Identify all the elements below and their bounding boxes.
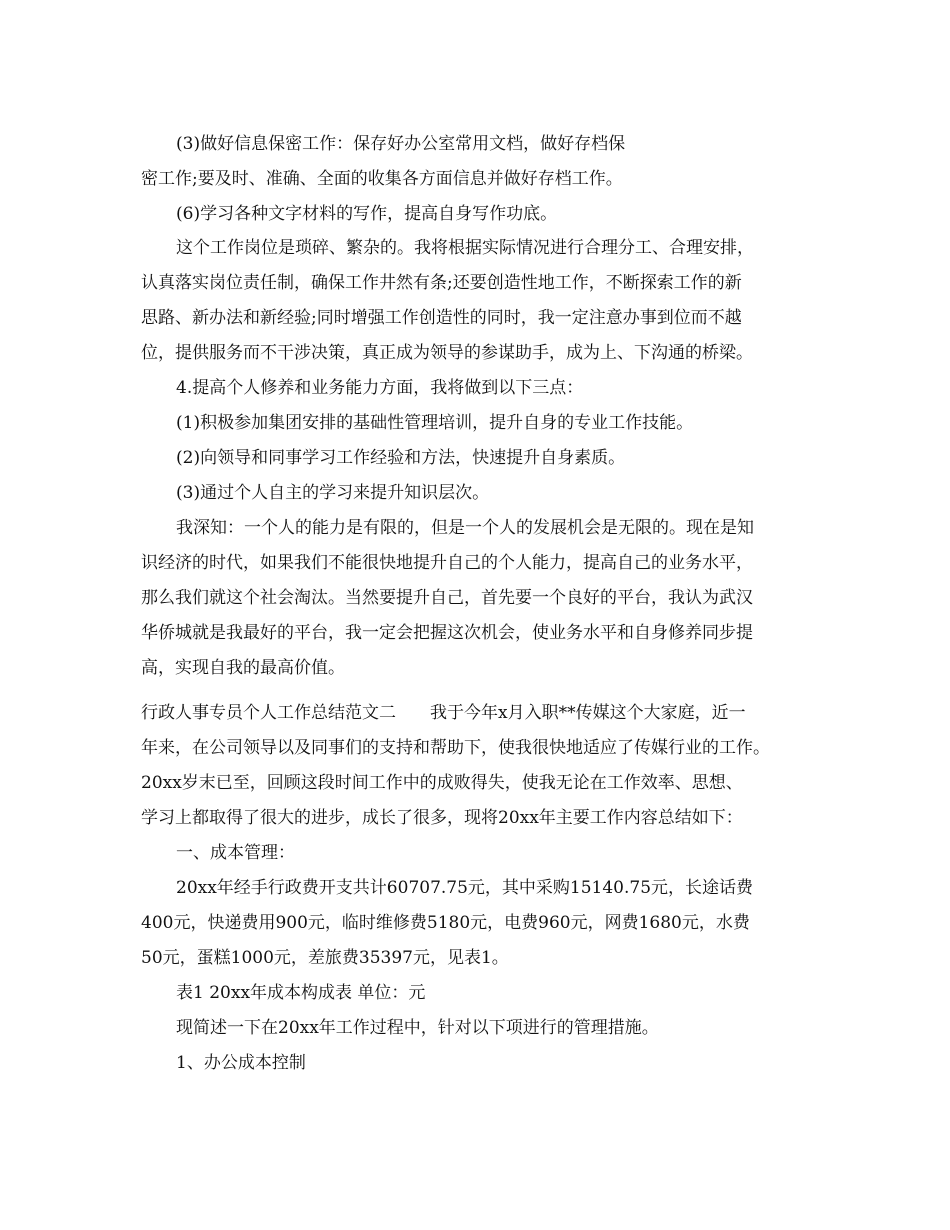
paragraph-line: (1)积极参加集团安排的基础性管理培训，提升自身的专业工作技能。 xyxy=(176,413,694,433)
paragraph-line: 高，实现自我的最高价值。 xyxy=(141,658,345,678)
subsection-heading: 1、办公成本控制 xyxy=(176,1053,306,1073)
paragraph-line: (3)做好信息保密工作：保存好办公室常用文档，做好存档保 xyxy=(176,134,626,154)
paragraph-line: 20xx岁末已至，回顾这段时间工作中的成败得失，使我无论在工作效率、思想、 xyxy=(141,773,743,793)
paragraph-line: 华侨城就是我最好的平台，我一定会把握这次机会，使业务水平和自身修养同步提 xyxy=(141,623,753,643)
table-caption: 表1 20xx年成本构成表 单位：元 xyxy=(176,983,426,1003)
paragraph-line: (2)向领导和同事学习工作经验和方法，快速提升自身素质。 xyxy=(176,448,626,468)
section-heading: 一、成本管理： xyxy=(176,843,295,863)
paragraph-line: 思路、新办法和新经验;同时增强工作创造性的同时，我一定注意办事到位而不越 xyxy=(141,308,742,328)
paragraph-line: 密工作;要及时、准确、全面的收集各方面信息并做好存档工作。 xyxy=(141,169,623,189)
paragraph-line: 400元，快递费用900元，临时维修费5180元，电费960元，网费1680元，水费 xyxy=(141,913,750,933)
paragraph-line: 50元，蛋糕1000元，差旅费35397元，见表1。 xyxy=(141,948,509,968)
paragraph-line: 我深知：一个人的能力是有限的，但是一个人的发展机会是无限的。现在是知 xyxy=(176,518,754,538)
paragraph-line: (6)学习各种文字材料的写作，提高自身写作功底。 xyxy=(176,204,558,224)
paragraph-line: 那么我们就这个社会淘汰。当然要提升自己，首先要一个良好的平台，我认为武汉 xyxy=(141,588,753,608)
paragraph-line: 行政人事专员个人工作总结范文二 我于今年x月入职**传媒这个大家庭，近一 xyxy=(141,703,746,723)
paragraph-line: 年来，在公司领导以及同事们的支持和帮助下，使我很快地适应了传媒行业的工作。 xyxy=(141,738,770,758)
paragraph-line: 这个工作岗位是琐碎、繁杂的。我将根据实际情况进行合理分工、合理安排， xyxy=(176,238,754,258)
paragraph-line: 位，提供服务而不干涉决策，真正成为领导的参谋助手，成为上、下沟通的桥梁。 xyxy=(141,343,753,363)
paragraph-line: 认真落实岗位责任制，确保工作井然有条;还要创造性地工作，不断探索工作的新 xyxy=(141,273,742,293)
paragraph-line: 20xx年经手行政费开支共计60707.75元，其中采购15140.75元，长途话费 xyxy=(176,878,754,898)
paragraph-line: 现简述一下在20xx年工作过程中，针对以下项进行的管理措施。 xyxy=(176,1018,659,1038)
paragraph-line: 4.提高个人修养和业务能力方面，我将做到以下三点： xyxy=(176,378,584,398)
paragraph-line: 学习上都取得了很大的进步，成长了很多，现将20xx年主要工作内容总结如下： xyxy=(141,808,743,828)
paragraph-line: (3)通过个人自主的学习来提升知识层次。 xyxy=(176,483,490,503)
paragraph-line: 识经济的时代，如果我们不能很快地提升自己的个人能力，提高自己的业务水平， xyxy=(141,553,753,573)
